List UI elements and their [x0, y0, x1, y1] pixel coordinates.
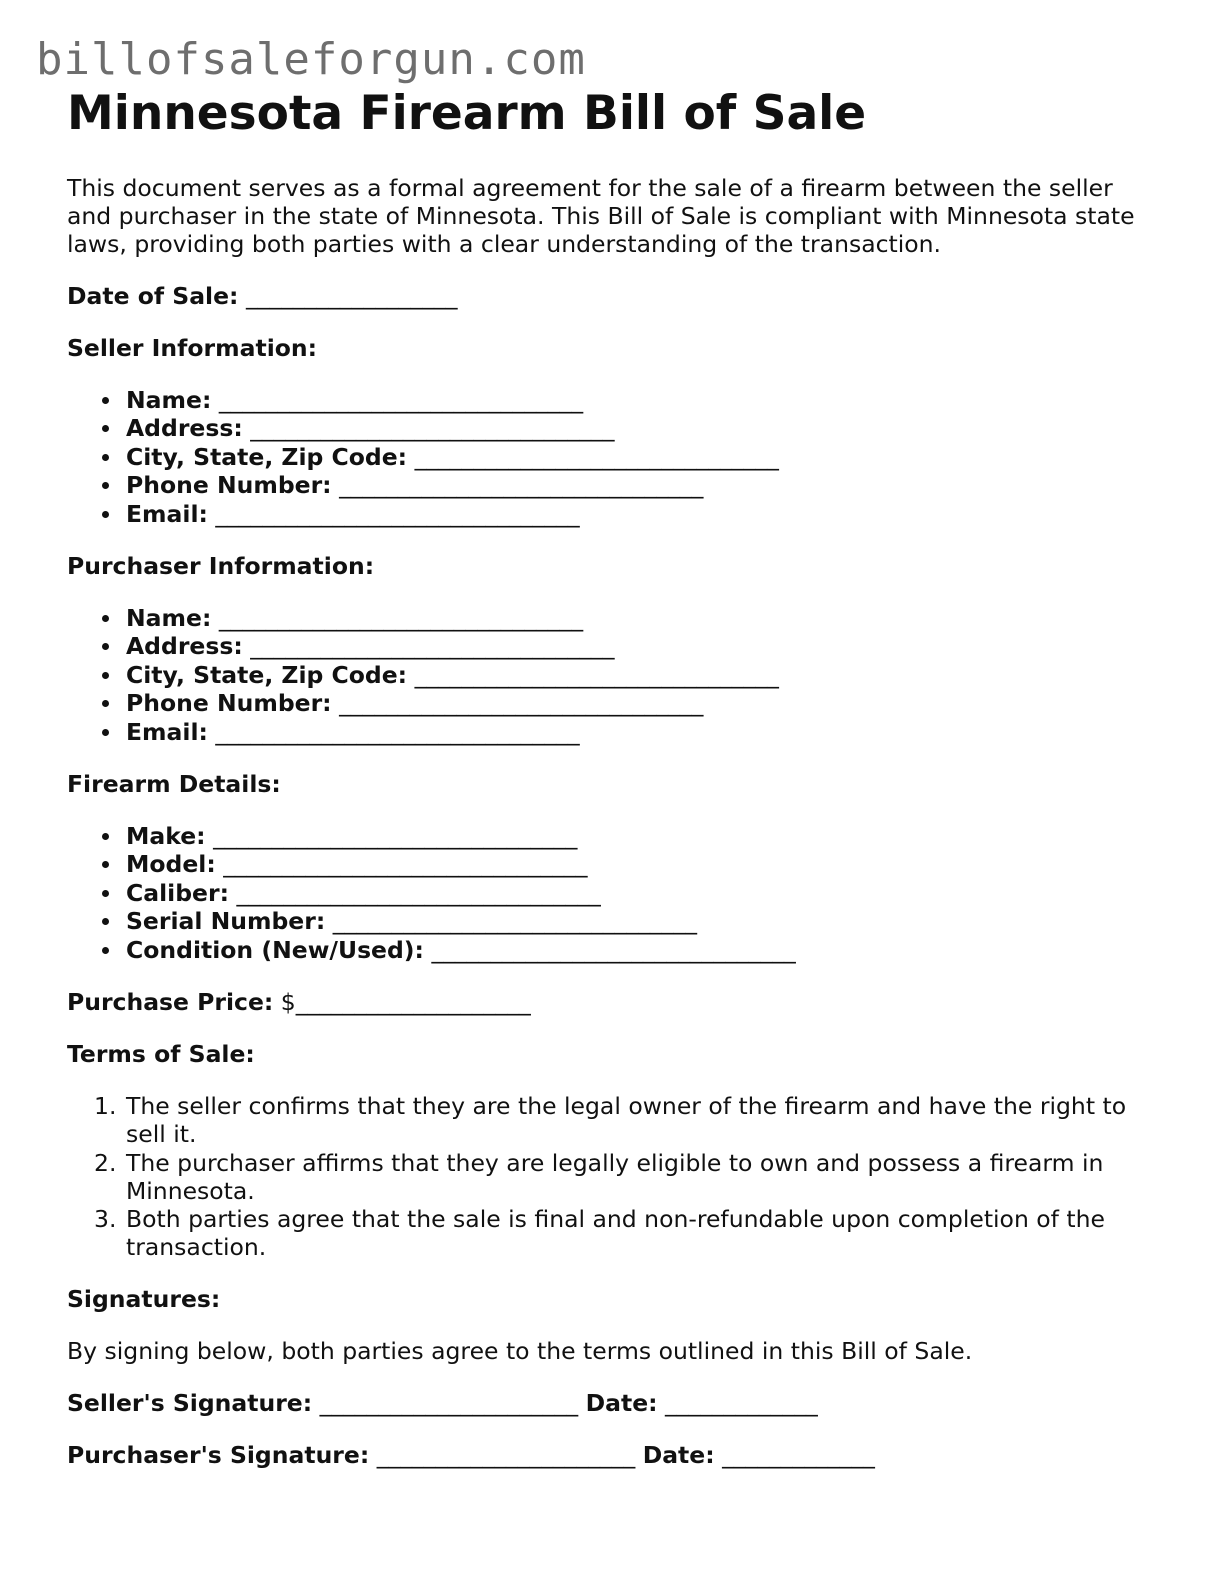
- seller-signature-blank[interactable]: ______________________: [319, 1389, 579, 1418]
- seller-signature-row: [67, 1389, 1157, 1417]
- field-label: Address:: [126, 414, 243, 443]
- list-item: [94, 1148, 1157, 1205]
- term-number: 2.: [94, 1148, 117, 1177]
- seller-heading: Seller Information:: [67, 334, 318, 362]
- list-item: [126, 689, 1157, 717]
- field-label: Email:: [126, 499, 208, 528]
- term-number: 1.: [94, 1092, 117, 1121]
- list-item: [126, 632, 1157, 660]
- seller-phone-blank[interactable]: _______________________________: [339, 471, 704, 500]
- purchase-price-row: [67, 988, 1157, 1016]
- date-of-sale-blank[interactable]: __________________: [245, 282, 458, 310]
- field-label: Condition (New/Used):: [126, 935, 424, 964]
- purchaser-email-blank[interactable]: _______________________________: [215, 717, 580, 746]
- firearm-fields: [67, 822, 1157, 964]
- list-item: [126, 907, 1157, 935]
- field-label: Serial Number:: [126, 907, 326, 936]
- list-item: [126, 879, 1157, 907]
- intro-paragraph: This document serves as a formal agreement for the sale of a firearm between the seller and purchaser in the state of Minnesota. This Bill of Sale is compliant with Minnesota state laws, providing both parties with a clear understanding of the transaction.: [67, 174, 1135, 258]
- list-item: [126, 661, 1157, 689]
- field-label: Name:: [126, 386, 212, 414]
- purchaser-address-blank[interactable]: _______________________________: [250, 632, 615, 661]
- list-item: [94, 1092, 1157, 1149]
- field-label: Phone Number:: [126, 689, 332, 718]
- term-text: Both parties agree that the sale is final and non-refundable upon completion of the transaction.: [126, 1204, 1105, 1262]
- terms-list: [67, 1092, 1157, 1261]
- purchaser-signature-blank[interactable]: ______________________: [376, 1441, 636, 1470]
- term-text: The purchaser affirms that they are legally eligible to own and possess a firearm in Minnesota.: [126, 1148, 1104, 1205]
- field-label: Name:: [126, 604, 212, 633]
- field-label: Model:: [126, 850, 216, 879]
- field-label: City, State, Zip Code:: [126, 660, 408, 689]
- date-of-sale-row: [67, 282, 1157, 310]
- field-label: Phone Number:: [126, 471, 332, 500]
- purchaser-city-state-zip-blank[interactable]: _______________________________: [414, 660, 779, 689]
- purchaser-date-label: Date:: [642, 1441, 715, 1470]
- seller-address-blank[interactable]: _______________________________: [250, 414, 615, 443]
- document-title: Minnesota Firearm Bill of Sale: [67, 86, 867, 141]
- purchase-price-blank[interactable]: $____________________: [280, 988, 531, 1017]
- list-item: [126, 850, 1157, 878]
- firearm-model-blank[interactable]: _______________________________: [223, 850, 588, 879]
- firearm-condition-blank[interactable]: _______________________________: [431, 935, 796, 964]
- purchaser-name-blank[interactable]: _______________________________: [218, 604, 584, 633]
- seller-city-state-zip-blank[interactable]: _______________________________: [414, 442, 779, 471]
- list-item: [126, 414, 1157, 442]
- purchaser-heading: Purchaser Information:: [67, 552, 375, 581]
- list-item: [126, 386, 1157, 414]
- list-item: [126, 822, 1157, 850]
- seller-fields: [67, 386, 1157, 528]
- purchase-price-label: Purchase Price:: [67, 988, 274, 1017]
- firearm-make-blank[interactable]: _______________________________: [213, 822, 578, 851]
- firearm-caliber-blank[interactable]: _______________________________: [236, 878, 601, 907]
- signatures-heading: Signatures:: [67, 1285, 221, 1314]
- field-label: Address:: [126, 632, 243, 661]
- seller-name-blank[interactable]: _______________________________: [218, 386, 584, 414]
- seller-email-blank[interactable]: _______________________________: [215, 499, 580, 528]
- purchaser-signature-label: Purchaser's Signature:: [67, 1441, 370, 1470]
- list-item: [126, 500, 1157, 528]
- purchaser-signature-row: [67, 1441, 1157, 1469]
- term-number: 3.: [94, 1204, 117, 1233]
- seller-date-blank[interactable]: _____________: [665, 1389, 818, 1418]
- signatures-statement: By signing below, both parties agree to the terms outlined in this Bill of Sale.: [67, 1337, 973, 1366]
- list-item: [126, 718, 1157, 746]
- list-item: [126, 936, 1157, 964]
- purchaser-date-blank[interactable]: _____________: [722, 1441, 875, 1470]
- date-of-sale-label: Date of Sale:: [67, 282, 239, 310]
- list-item: [94, 1204, 1157, 1262]
- list-item: [126, 443, 1157, 471]
- firearm-heading: Firearm Details:: [67, 770, 281, 799]
- list-item: [126, 604, 1157, 632]
- field-label: Make:: [126, 822, 206, 851]
- field-label: Email:: [126, 717, 208, 746]
- seller-date-label: Date:: [585, 1389, 658, 1418]
- purchaser-phone-blank[interactable]: _______________________________: [339, 689, 704, 718]
- term-text: The seller confirms that they are the legal owner of the firearm and have the right to sell it.: [126, 1092, 1127, 1149]
- seller-signature-label: Seller's Signature:: [67, 1389, 313, 1418]
- field-label: Caliber:: [126, 878, 229, 907]
- watermark: billofsaleforgun.com: [36, 34, 586, 85]
- document-page: [67, 84, 1157, 1469]
- purchaser-fields: [67, 604, 1157, 746]
- terms-heading: Terms of Sale:: [67, 1040, 255, 1069]
- field-label: City, State, Zip Code:: [126, 442, 408, 471]
- list-item: [126, 471, 1157, 499]
- firearm-serial-number-blank[interactable]: _______________________________: [332, 907, 697, 936]
